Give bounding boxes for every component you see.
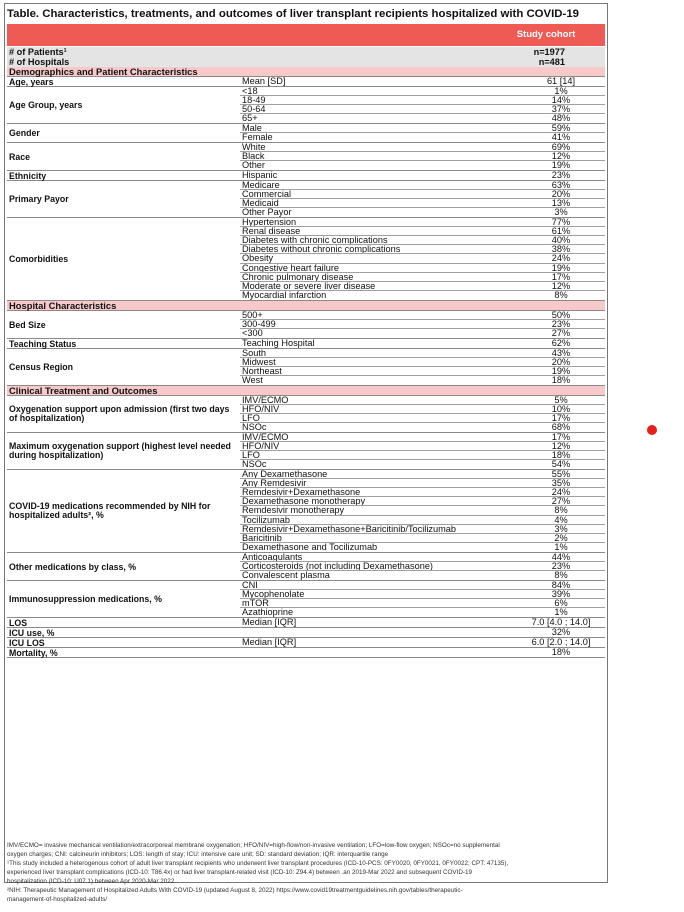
subcategory-label: Female	[242, 132, 273, 143]
row-label: Age Group, years	[9, 100, 83, 110]
subcategory-label: Dexamethasone and Tocilizumab	[242, 541, 378, 552]
cohort-value: 41%	[551, 132, 571, 143]
subcategory-label: Other Payor	[242, 207, 292, 218]
subcategory-label: Corticosteroids (not including Dexamethasone)	[242, 561, 433, 572]
cohort-value: 37%	[551, 104, 571, 115]
subcategory-label: 500+	[242, 310, 263, 320]
subcategory-label: Baricitinib	[242, 532, 282, 543]
subcategory-label: Other	[242, 160, 265, 171]
row-label: Maximum oxygenation support (highest level needed during hospitalization)	[9, 440, 231, 461]
footnote-line: ¹This study included a heterogenous cohort of adult liver transplant recipients who underwent liver transplant procedures (ICD-10-PCS: 0FY0020, 0FY0021, 0FY0022; CPT: 47135),	[7, 860, 509, 867]
cohort-value: 44%	[551, 552, 571, 562]
cohort-value: 69%	[551, 142, 571, 152]
subcategory-label: mTOR	[242, 598, 269, 609]
subcategory-label: Convalescent plasma	[242, 570, 330, 581]
cohort-value: 1%	[554, 86, 568, 96]
table-row-group	[7, 628, 605, 638]
summary-value: n=481	[538, 57, 565, 67]
subcategory-label: Hispanic	[242, 170, 278, 180]
subcategory-label: IMV/ECMO	[242, 432, 289, 442]
subcategory-label: Median [IQR]	[242, 637, 297, 647]
summary-label: # of Hospitals	[9, 57, 70, 67]
cohort-value: 23%	[551, 561, 571, 572]
cohort-value: 13%	[551, 198, 571, 209]
section-header: Clinical Treatment and Outcomes	[7, 386, 605, 396]
cohort-value: 18%	[551, 375, 571, 386]
subcategory-label: Anticoagulants	[242, 552, 303, 562]
cohort-value: 20%	[551, 189, 571, 200]
cohort-value: 3%	[554, 207, 568, 218]
cohort-value: 18%	[551, 450, 571, 461]
cohort-value: 8%	[554, 570, 568, 581]
cohort-value: 1%	[554, 607, 568, 618]
footnote-line: oxygen charges; CNI: calcineurin inhibitors; LOS: length of stay; ICU: intensive care unit; SD: standard deviation; IQR: interquartile range	[7, 851, 389, 858]
subcategory-label: 18-49	[242, 95, 266, 106]
subcategory-label: Hypertension	[242, 217, 297, 227]
table-row-group	[7, 311, 605, 339]
subcategory-label: Teaching Hospital	[242, 338, 315, 348]
subcategory-label: HFO/NIV	[242, 441, 280, 452]
cohort-value: 23%	[551, 319, 571, 330]
cohort-value: 50%	[551, 310, 571, 320]
subcategory-label: Any Dexamethasone	[242, 469, 328, 479]
table-row-group	[7, 181, 605, 218]
subcategory-label: Myocardial infarction	[242, 289, 327, 300]
subcategory-label: West	[242, 375, 263, 386]
table-row-group	[7, 171, 605, 181]
cohort-value: 77%	[551, 217, 571, 227]
cohort-value: 32%	[551, 627, 571, 637]
cohort-value: 14%	[551, 95, 571, 106]
section-header: Hospital Characteristics	[7, 301, 605, 311]
subcategory-label: Remdesivir+Dexamethasone	[242, 487, 361, 498]
subcategory-label: Dexamethasone monotherapy	[242, 496, 366, 507]
footnote-line: hospitalization (ICD-10: U07.1) between Apr 2020-Mar 2022.	[7, 878, 177, 885]
subcategory-label: NSOc	[242, 459, 267, 470]
cohort-value: 23%	[551, 170, 571, 180]
row-label: ICU use, %	[9, 628, 55, 638]
cohort-value: 19%	[551, 160, 571, 171]
cohort-value: 55%	[551, 469, 571, 479]
cohort-value: 43%	[551, 348, 571, 358]
subcategory-label: Remdesivir monotherapy	[242, 505, 345, 516]
cohort-value: 4%	[554, 514, 568, 525]
row-label: LOS	[9, 618, 28, 628]
table-row-group	[7, 124, 605, 143]
cohort-value: 27%	[551, 328, 571, 339]
cohort-value: 5%	[554, 395, 568, 405]
cohort-value: 8%	[554, 289, 568, 300]
footnotes	[7, 841, 605, 904]
row-label: Age, years	[9, 77, 54, 87]
subcategory-label: Mean [SD]	[242, 76, 286, 86]
table-row-group	[7, 470, 605, 553]
section-header: Demographics and Patient Characteristics	[7, 67, 605, 77]
cohort-value: 38%	[551, 244, 571, 255]
row-label: Mortality, %	[9, 648, 58, 658]
subcategory-label: Azathioprine	[242, 607, 294, 618]
table-frame	[4, 3, 608, 903]
subcategory-label: Male	[242, 123, 262, 133]
subcategory-label: Mycophenolate	[242, 589, 305, 600]
row-label: Comorbidities	[9, 254, 69, 264]
cohort-value: 17%	[551, 271, 571, 282]
row-label: ICU LOS	[9, 638, 45, 648]
red-marker-dot	[647, 425, 657, 435]
subcategory-label: Obesity	[242, 253, 274, 264]
cohort-value: 17%	[551, 432, 571, 442]
subcategory-label: White	[242, 142, 266, 152]
cohort-value: 61%	[551, 226, 571, 237]
footnote-line: management-of-hospitalized-adults/	[7, 896, 108, 903]
table-row-group	[7, 143, 605, 171]
table-row-group	[7, 648, 605, 658]
cohort-value: 39%	[551, 589, 571, 600]
subcategory-label: Remdesivir+Dexamethasone+Baricitinib/Tocilizumab	[242, 523, 456, 534]
cohort-value: 7.0 [4.0 ; 14.0]	[531, 617, 591, 627]
cohort-value: 3%	[554, 523, 568, 534]
subcategory-label: Renal disease	[242, 226, 301, 237]
cohort-value: 10%	[551, 404, 571, 415]
cohort-value: 40%	[551, 235, 571, 246]
subcategory-label: Any Remdesivir	[242, 478, 307, 489]
column-header-study-cohort: Study cohort	[516, 29, 576, 40]
table-row-group	[7, 638, 605, 648]
subcategory-label: Diabetes without chronic complications	[242, 244, 401, 255]
table-row-group	[7, 349, 605, 386]
cohort-value: 24%	[551, 253, 571, 264]
subcategory-label: Chronic pulmonary disease	[242, 271, 354, 282]
cohort-value: 18%	[551, 647, 571, 657]
table-row-group	[7, 396, 605, 433]
summary-value: n=1977	[533, 47, 565, 57]
cohort-value: 1%	[554, 541, 568, 552]
subcategory-label: Tocilizumab	[242, 514, 290, 525]
table-title: Table. Characteristics, treatments, and outcomes of liver transplant recipients hospitalized with COVID-19	[7, 8, 579, 20]
table-row-group	[7, 77, 605, 87]
cohort-value: 63%	[551, 180, 571, 190]
cohort-value: 24%	[551, 487, 571, 498]
row-label: Gender	[9, 128, 40, 138]
subcategory-label: Median [IQR]	[242, 617, 297, 627]
cohort-value: 61 [14]	[546, 76, 576, 86]
subcategory-label: Moderate or severe liver disease	[242, 280, 376, 291]
cohort-value: 12%	[551, 151, 571, 162]
cohort-value: 54%	[551, 459, 571, 470]
subcategory-label: CNI	[242, 580, 258, 590]
cohort-value: 12%	[551, 280, 571, 291]
cohort-value: 62%	[551, 338, 571, 348]
row-label: Bed Size	[9, 319, 46, 330]
summary-label: # of Patients¹	[9, 47, 67, 57]
subcategory-label: NSOc	[242, 422, 267, 433]
subcategory-label: Medicare	[242, 180, 280, 190]
row-label: Teaching Status	[9, 339, 77, 349]
subcategory-label: HFO/NIV	[242, 404, 280, 415]
subcategory-label: Diabetes with chronic complications	[242, 235, 388, 246]
subcategory-label: Midwest	[242, 357, 276, 368]
summary-row	[7, 47, 605, 57]
subcategory-label: IMV/ECMO	[242, 395, 289, 405]
subcategory-label: Commercial	[242, 189, 292, 200]
table-row-group	[7, 553, 605, 581]
subcategory-label: 50-64	[242, 104, 266, 115]
row-label: Primary Payor	[9, 194, 69, 204]
subcategory-label: 65+	[242, 113, 258, 124]
subcategory-label: LFO	[242, 450, 260, 461]
table-header-bar	[7, 24, 605, 46]
cohort-value: 68%	[551, 422, 571, 433]
subcategory-label: Congestive heart failure	[242, 262, 340, 273]
subcategory-label: Medicaid	[242, 198, 279, 209]
cohort-value: 19%	[551, 366, 571, 377]
footnote-line: experienced liver transplant complications (ICD-10: T86.4x) or had liver transplant-related visit (ICD-10: Z94.4) between .an 2019-Mar 2022 and subsequent COVID-19	[7, 869, 473, 876]
cohort-value: 27%	[551, 496, 571, 507]
row-label: Ethnicity	[9, 171, 47, 181]
subcategory-label: <18	[242, 86, 258, 96]
cohort-value: 6.0 [2.0 ; 14.0]	[531, 637, 591, 647]
subcategory-label: South	[242, 348, 267, 358]
subcategory-label: Northeast	[242, 366, 282, 377]
table-row-group	[7, 581, 605, 618]
table-row-group	[7, 218, 605, 301]
footnote-line: IMV/ECMO= invasive mechanical ventilation/extracorporeal membrane oxygenation; HFO/NIV=high-flow/non-invasive ventilation; LFO=low-flow oxygen; NSOc=no supplemental	[7, 842, 500, 849]
cohort-value: 84%	[551, 580, 571, 590]
cohort-value: 6%	[554, 598, 568, 609]
table-row-group	[7, 87, 605, 124]
row-label: Race	[9, 151, 31, 162]
cohort-value: 20%	[551, 357, 571, 368]
cohort-value: 17%	[551, 413, 571, 424]
row-label: COVID-19 medications recommended by NIH for hospitalized adults², %	[9, 500, 211, 521]
cohort-value: 35%	[551, 478, 571, 489]
subcategory-label: 300-499	[242, 319, 276, 330]
subcategory-label: Black	[242, 151, 265, 162]
row-label: Census Region	[9, 362, 74, 372]
table-row-group	[7, 433, 605, 470]
footnote-line: ²NIH: Therapeutic Management of Hospitalized Adults With COVID-19 (updated August 8, 2022) https://www.covid19treatmentguidelines.nih.gov/tables/therapeutic-	[7, 887, 463, 894]
table-row-group	[7, 618, 605, 628]
subcategory-label: <300	[242, 328, 263, 339]
cohort-value: 8%	[554, 505, 568, 516]
row-label: Oxygenation support upon admission (first two days of hospitalization)	[9, 403, 230, 424]
cohort-value: 48%	[551, 113, 571, 124]
cohort-value: 2%	[554, 532, 568, 543]
table-row-group	[7, 339, 605, 349]
cohort-value: 19%	[551, 262, 571, 273]
cohort-value: 12%	[551, 441, 571, 452]
row-label: Other medications by class, %	[9, 561, 137, 572]
subcategory-label: LFO	[242, 413, 260, 424]
cohort-value: 59%	[551, 123, 571, 133]
row-label: Immunosuppression medications, %	[9, 594, 162, 604]
